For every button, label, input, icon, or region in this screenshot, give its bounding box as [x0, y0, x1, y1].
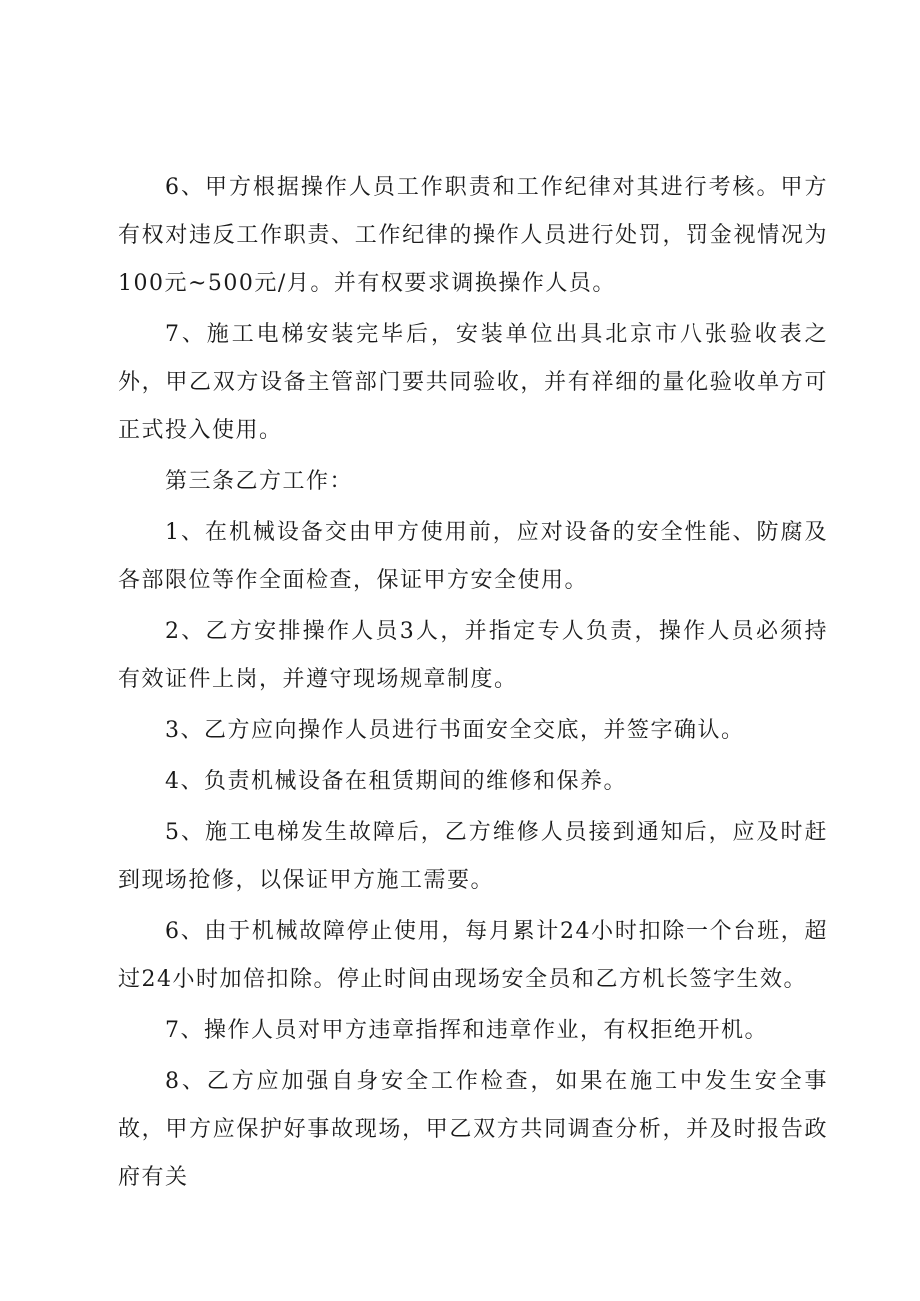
paragraph-party-b-5: 5、施工电梯发生故障后，乙方维修人员接到通知后，应及时赶到现场抢修，以保证甲方施工需要。: [118, 820, 828, 893]
paragraph-party-b-2: 2、乙方安排操作人员3人，并指定专人负责，操作人员必须持有效证件上岗，并遵守现场规章制度。: [118, 619, 828, 692]
paragraph-party-b-1: 1、在机械设备交由甲方使用前，应对设备的安全性能、防腐及各部限位等作全面检查，保证甲方安全使用。: [118, 520, 828, 593]
document-body: [118, 164, 828, 1205]
paragraph-clause-7-acceptance: 7、施工电梯安装完毕后，安装单位出具北京市八张验收表之外，甲乙双方设备主管部门要共同验收，并有祥细的量化验收单方可正式投入使用。: [118, 322, 828, 443]
paragraph-clause-6-assessment: 6、甲方根据操作人员工作职责和工作纪律对其进行考核。甲方有权对违反工作职责、工作纪律的操作人员进行处罚，罚金视情况为100元~500元/月。并有权要求调换操作人员。: [118, 175, 828, 296]
paragraph-party-b-3: 3、乙方应向操作人员进行书面安全交底，并签字确认。: [165, 718, 745, 743]
paragraph-party-b-4: 4、负责机械设备在租赁期间的维修和保养。: [165, 769, 627, 794]
paragraph-party-b-8: 8、乙方应加强自身安全工作检查，如果在施工中发生安全事故，甲方应保护好事故现场，甲乙双方共同调查分析，并及时报告政府有关: [118, 1069, 828, 1190]
section-heading-article-3: 第三条乙方工作：: [165, 469, 354, 494]
paragraph-party-b-6: 6、由于机械故障停止使用，每月累计24小时扣除一个台班，超过24小时加倍扣除。停止时间由现场安全员和乙方机长签字生效。: [118, 919, 828, 992]
paragraph-party-b-7: 7、操作人员对甲方违章指挥和违章作业，有权拒绝开机。: [165, 1018, 768, 1043]
